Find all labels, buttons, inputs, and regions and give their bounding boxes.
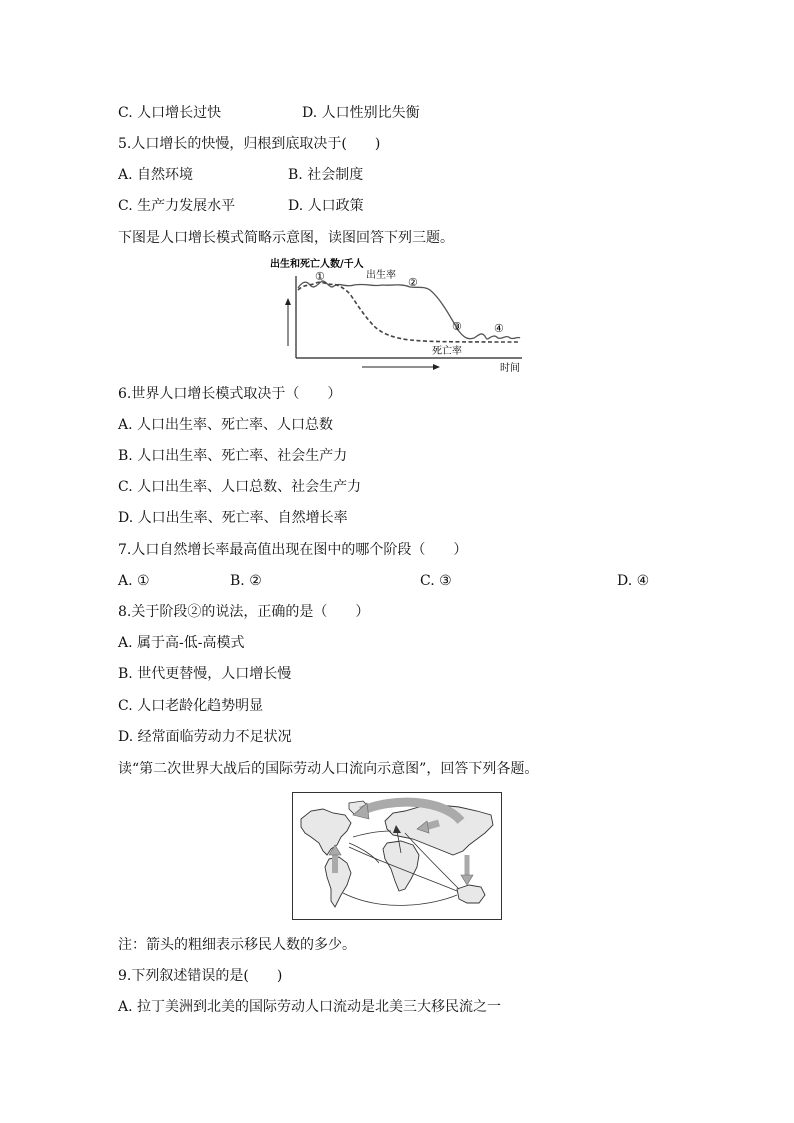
q6-option-a: A. 人口出生率、死亡率、人口总数 xyxy=(118,417,334,433)
q8-option-c: C. 人口老龄化趋势明显 xyxy=(118,698,264,714)
q5-stem: 5.人口增长的快慢，归根到底取决于( ) xyxy=(118,136,381,152)
time-axis-label: 时间 xyxy=(500,363,520,374)
q7-stem: 7.人口自然增长率最高值出现在图中的哪个阶段（ ） xyxy=(118,542,468,558)
death-rate-label: 死亡率 xyxy=(432,346,462,357)
intro-figure2: 读“第二次世界大战后的国际劳动人口流向示意图”，回答下列各题。 xyxy=(118,761,539,777)
q9-stem: 9.下列叙述错误的是( ) xyxy=(118,968,283,984)
q6-stem: 6.世界人口增长模式取决于（ ） xyxy=(118,386,342,402)
q5-option-a: A. 自然环境 xyxy=(118,167,194,183)
q8-stem: 8.关于阶段②的说法，正确的是（ ） xyxy=(118,604,370,620)
q4-option-c: C. 人口增长过快 xyxy=(118,105,222,121)
q6-option-b: B. 人口出生率、死亡率、社会生产力 xyxy=(118,448,348,464)
q9-option-a: A. 拉丁美洲到北美的国际劳动人口流动是北美三大移民流之一 xyxy=(118,999,502,1015)
population-growth-diagram xyxy=(270,254,526,374)
q7-option-c: C. ③ xyxy=(420,573,452,589)
q8-option-d: D. 经常面临劳动力不足状况 xyxy=(118,729,292,745)
q4-option-d: D. 人口性别比失衡 xyxy=(302,105,420,121)
stage-4-label: ④ xyxy=(494,322,504,335)
q8-option-b: B. 世代更替慢，人口增长慢 xyxy=(118,666,292,682)
diagram-ylabel: 出生和死亡人数/千人 xyxy=(270,259,364,270)
birth-rate-label: 出生率 xyxy=(366,270,396,281)
q6-option-d: D. 人口出生率、死亡率、自然增长率 xyxy=(118,510,348,526)
figure2-note: 注：箭头的粗细表示移民人数的多少。 xyxy=(118,937,356,953)
q5-option-c: C. 生产力发展水平 xyxy=(118,198,236,214)
migration-world-map xyxy=(292,792,502,920)
q6-option-c: C. 人口出生率、人口总数、社会生产力 xyxy=(118,479,362,495)
intro-figure1: 下图是人口增长模式简略示意图，读图回答下列三题。 xyxy=(118,230,454,246)
stage-2-label: ② xyxy=(408,276,418,289)
q5-option-b: B. 社会制度 xyxy=(288,167,364,183)
q7-option-b: B. ② xyxy=(230,573,262,589)
q8-option-a: A. 属于高-低-高模式 xyxy=(118,635,245,651)
q7-option-d: D. ④ xyxy=(617,573,650,589)
stage-1-label: ① xyxy=(315,270,325,283)
q5-option-d: D. 人口政策 xyxy=(288,198,364,214)
stage-3-label: ③ xyxy=(452,320,462,333)
q7-option-a: A. ① xyxy=(118,573,150,589)
